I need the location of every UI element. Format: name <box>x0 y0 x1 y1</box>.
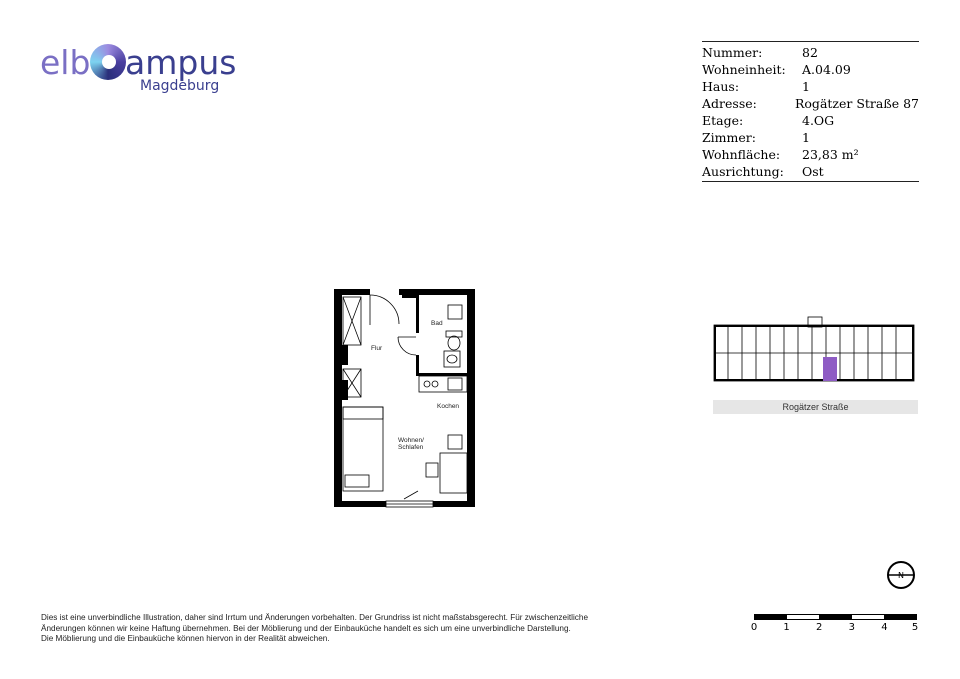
unit-info-table <box>702 41 919 182</box>
info-value: 1 <box>802 130 810 145</box>
info-row <box>702 163 919 180</box>
info-row <box>702 129 919 146</box>
unit-highlight <box>823 357 837 381</box>
disclaimer-line: Änderungen können wir keine Haftung übernehmen. Bei der Möblierung und der Einbauküche handelt es sich um eine unverbindliche Darstellung. <box>41 623 571 633</box>
room-label-schlafen: Schlafen <box>398 444 424 451</box>
info-value: A.04.09 <box>802 62 851 77</box>
scale-tick: 4 <box>881 622 888 633</box>
info-key: Ausrichtung: <box>702 164 784 179</box>
scale-tick: 0 <box>750 622 758 633</box>
fixtures <box>343 295 467 507</box>
info-value: 23,83 m² <box>802 147 859 162</box>
brand-logo <box>40 38 240 108</box>
room-label-bad: Bad <box>431 320 443 327</box>
scale-tick: 2 <box>816 622 823 633</box>
scale-bar <box>750 614 920 644</box>
location-plan <box>710 315 922 387</box>
scale-bar-graphic <box>754 614 917 620</box>
info-row <box>702 146 919 163</box>
logo-subtitle: Magdeburg <box>140 78 220 94</box>
info-key: Wohneinheit: <box>702 62 786 77</box>
info-row <box>702 44 919 61</box>
street-label: Rogätzer Straße <box>782 402 849 412</box>
room-label-flur: Flur <box>371 345 383 352</box>
disclaimer <box>41 613 661 645</box>
info-row <box>702 61 919 78</box>
logo-text-prefix: elb <box>40 43 91 82</box>
north-arrow-icon <box>886 560 916 590</box>
info-value: 82 <box>802 45 818 60</box>
info-key: Haus: <box>702 79 740 94</box>
room-label-wohnen: Wohnen/ <box>398 437 424 444</box>
info-value: Rogätzer Straße 87 <box>795 96 919 111</box>
info-row <box>702 95 919 112</box>
scale-tick: 5 <box>911 622 919 633</box>
info-value: Ost <box>802 164 824 179</box>
logo-text-suffix: ampus <box>125 43 237 82</box>
logo-c-mark-icon <box>90 44 126 80</box>
room-label-kochen: Kochen <box>437 403 460 410</box>
info-key: Wohnfläche: <box>702 147 781 162</box>
info-key: Etage: <box>702 113 744 128</box>
floor-plan <box>330 285 480 513</box>
info-row <box>702 112 919 129</box>
disclaimer-line: Die Möblierung und die Einbauküche können hiervon in der Realität abweichen. <box>41 634 330 643</box>
info-row <box>702 78 919 95</box>
street-band <box>713 400 918 414</box>
walls <box>334 289 475 507</box>
disclaimer-line: Dies ist eine unverbindliche Illustration, daher sind Irrtum und Änderungen vorbehalten. Der Grundriss ist nicht maßstabsgerecht. Für zwischenzeitliche <box>41 613 589 622</box>
info-value: 1 <box>802 79 810 94</box>
info-key: Nummer: <box>702 45 763 60</box>
info-key: Zimmer: <box>702 130 756 145</box>
scale-tick: 3 <box>848 622 855 633</box>
compass-letter: N <box>898 571 904 580</box>
scale-tick: 1 <box>783 622 790 633</box>
info-value: 4.OG <box>802 113 835 128</box>
info-key: Adresse: <box>702 96 757 111</box>
